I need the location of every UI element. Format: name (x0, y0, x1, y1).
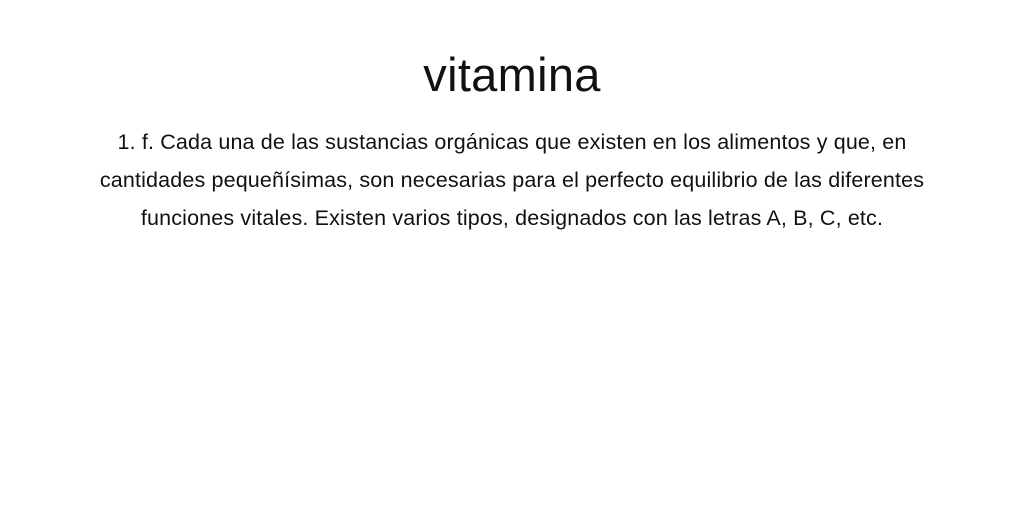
entry-word: vitamina (423, 48, 601, 101)
entry-definition: 1. f. Cada una de las sustancias orgánicas que existen en los alimentos y que, en cantidades pequeñísimas, son necesarias para el perfecto equilibrio de las diferentes funciones vitales. Existen varios tipos, designados con las letras A, B, C, etc. (99, 130, 925, 230)
